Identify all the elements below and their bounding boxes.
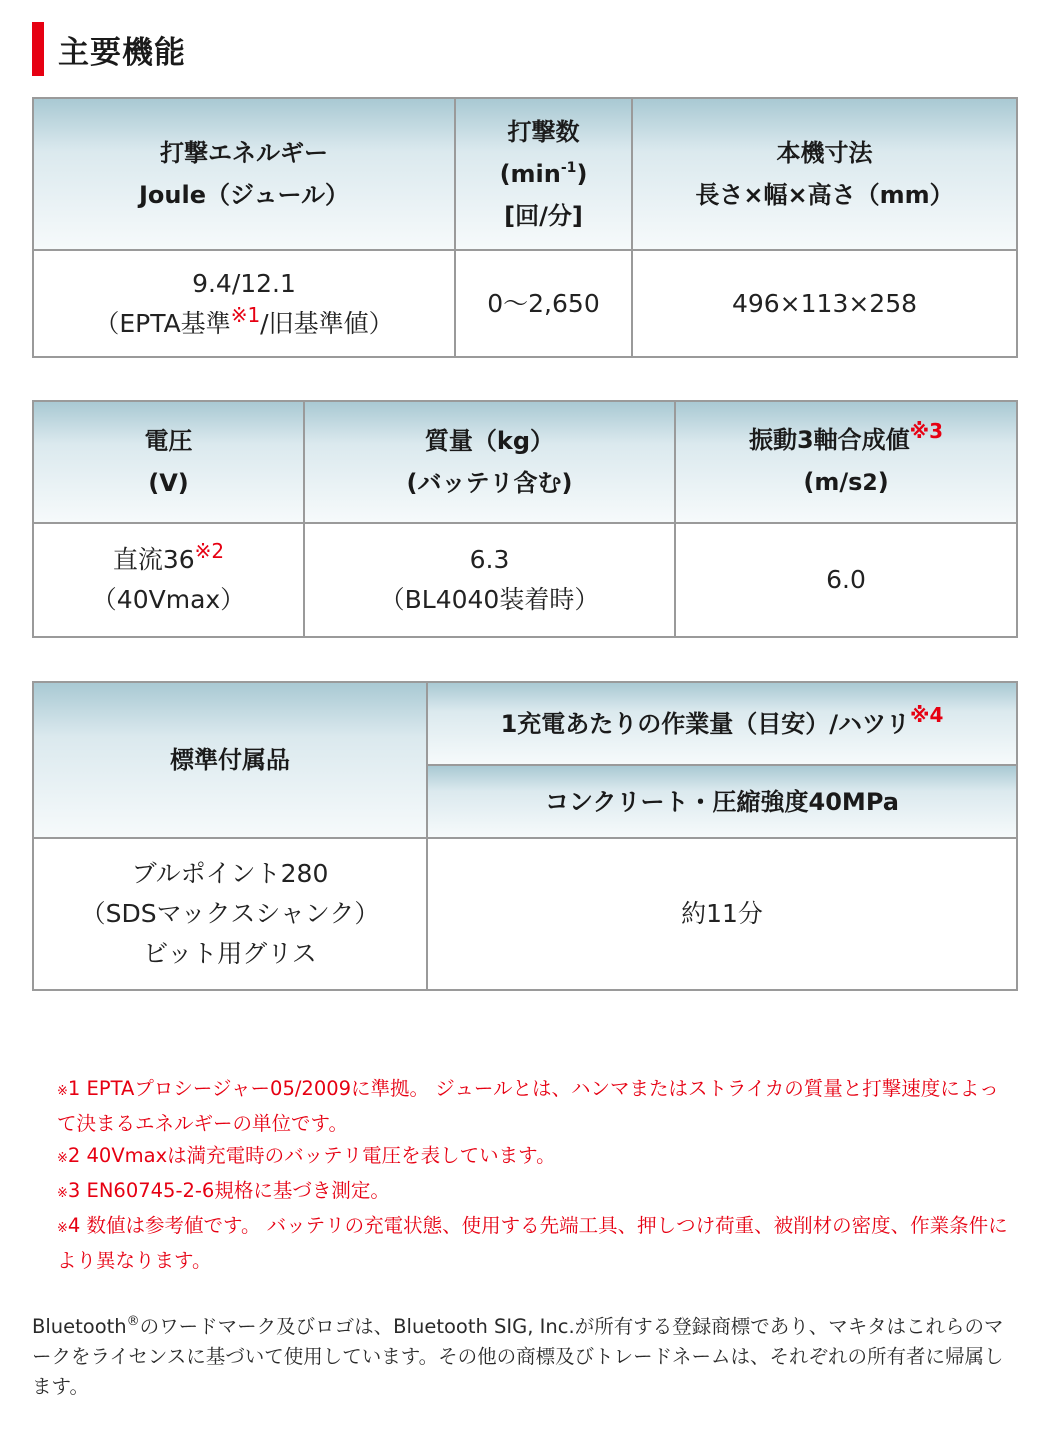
header-weight: 質量（kg） (バッテリ含む) — [304, 401, 675, 523]
header-concrete: コンクリート・圧縮強度40MPa — [427, 765, 1017, 838]
footnote-item: ※1 EPTAプロシージャー05/2009に準拠。 ジュールとは、ハンマまたはストライカの質量と打撃速度によって決まるエネルギーの単位です。 — [57, 1077, 999, 1135]
spec-table-accessories — [32, 681, 1018, 991]
cell-blows-per-minute: 0～2,650 — [455, 250, 632, 357]
section-header — [32, 22, 186, 76]
footnote-mark: ※1 — [230, 302, 261, 327]
footnote-item: ※3 EN60745-2-6規格に基づき測定。 — [57, 1179, 390, 1202]
section-title: 主要機能 — [58, 34, 186, 71]
cell-accessories: ブルポイント280 （SDSマックスシャンク） ビット用グリス — [33, 838, 427, 990]
header-voltage: 電圧 (V) — [33, 401, 304, 523]
table-row — [33, 523, 1017, 637]
header-blows-per-minute: 打撃数 $(\min^{-1})$ [回/分] — [455, 98, 632, 250]
cell-voltage: 直流36$^{※2}$ （40Vmax） — [33, 523, 304, 637]
trademark-notice: Bluetooth®のワードマーク及びロゴは、Bluetooth SIG, Inc.が所有する登録商標であり、マキタはこれらのマークをライセンスに基づいて使用しています。その他の商標及びトレードネームは、それぞれの所有者に帰属します。 — [32, 1314, 1004, 1398]
header-accessories: 標準付属品 — [33, 682, 427, 838]
cell-impact-energy: 9.4/12.1 （EPTA基準$^{※1}$/旧基準値） — [33, 250, 455, 357]
cell-vibration: 6.0 — [675, 523, 1017, 637]
cell-workload: 約11分 — [427, 838, 1017, 990]
table-row — [33, 838, 1017, 990]
header-dimensions: 本機寸法 長さ×幅×高さ（mm） — [632, 98, 1017, 250]
header-impact-energy: 打撃エネルギー Joule（ジュール） — [33, 98, 455, 250]
header-workload: 1充電あたりの作業量（目安）/ハツリ$^{※4}$ — [427, 682, 1017, 765]
footnote-mark: ※3 — [909, 419, 944, 443]
spec-table-energy — [32, 97, 1018, 358]
table-row — [33, 250, 1017, 357]
footnote-mark: ※2 — [194, 539, 225, 563]
table-header-row — [33, 682, 1017, 765]
footnote-mark: ※4 — [910, 702, 944, 727]
footnotes — [57, 1073, 1017, 1277]
table-header-row — [33, 98, 1017, 250]
cell-dimensions: 496×113×258 — [632, 250, 1017, 357]
footnote-item: ※4 数値は参考値です。 バッテリの充電状態、使用する先端工具、押しつけ荷重、被削材の密度、作業条件により異なります。 — [57, 1214, 1008, 1272]
footnote-item: ※2 40Vmaxは満充電時のバッテリ電圧を表しています。 — [57, 1144, 556, 1167]
table-header-row — [33, 401, 1017, 523]
header-vibration: 振動3軸合成値$^{※3}$ (m/s2) — [675, 401, 1017, 523]
spec-table-voltage — [32, 400, 1018, 638]
cell-weight: 6.3 （BL4040装着時） — [304, 523, 675, 637]
title-accent-bar — [32, 22, 44, 76]
